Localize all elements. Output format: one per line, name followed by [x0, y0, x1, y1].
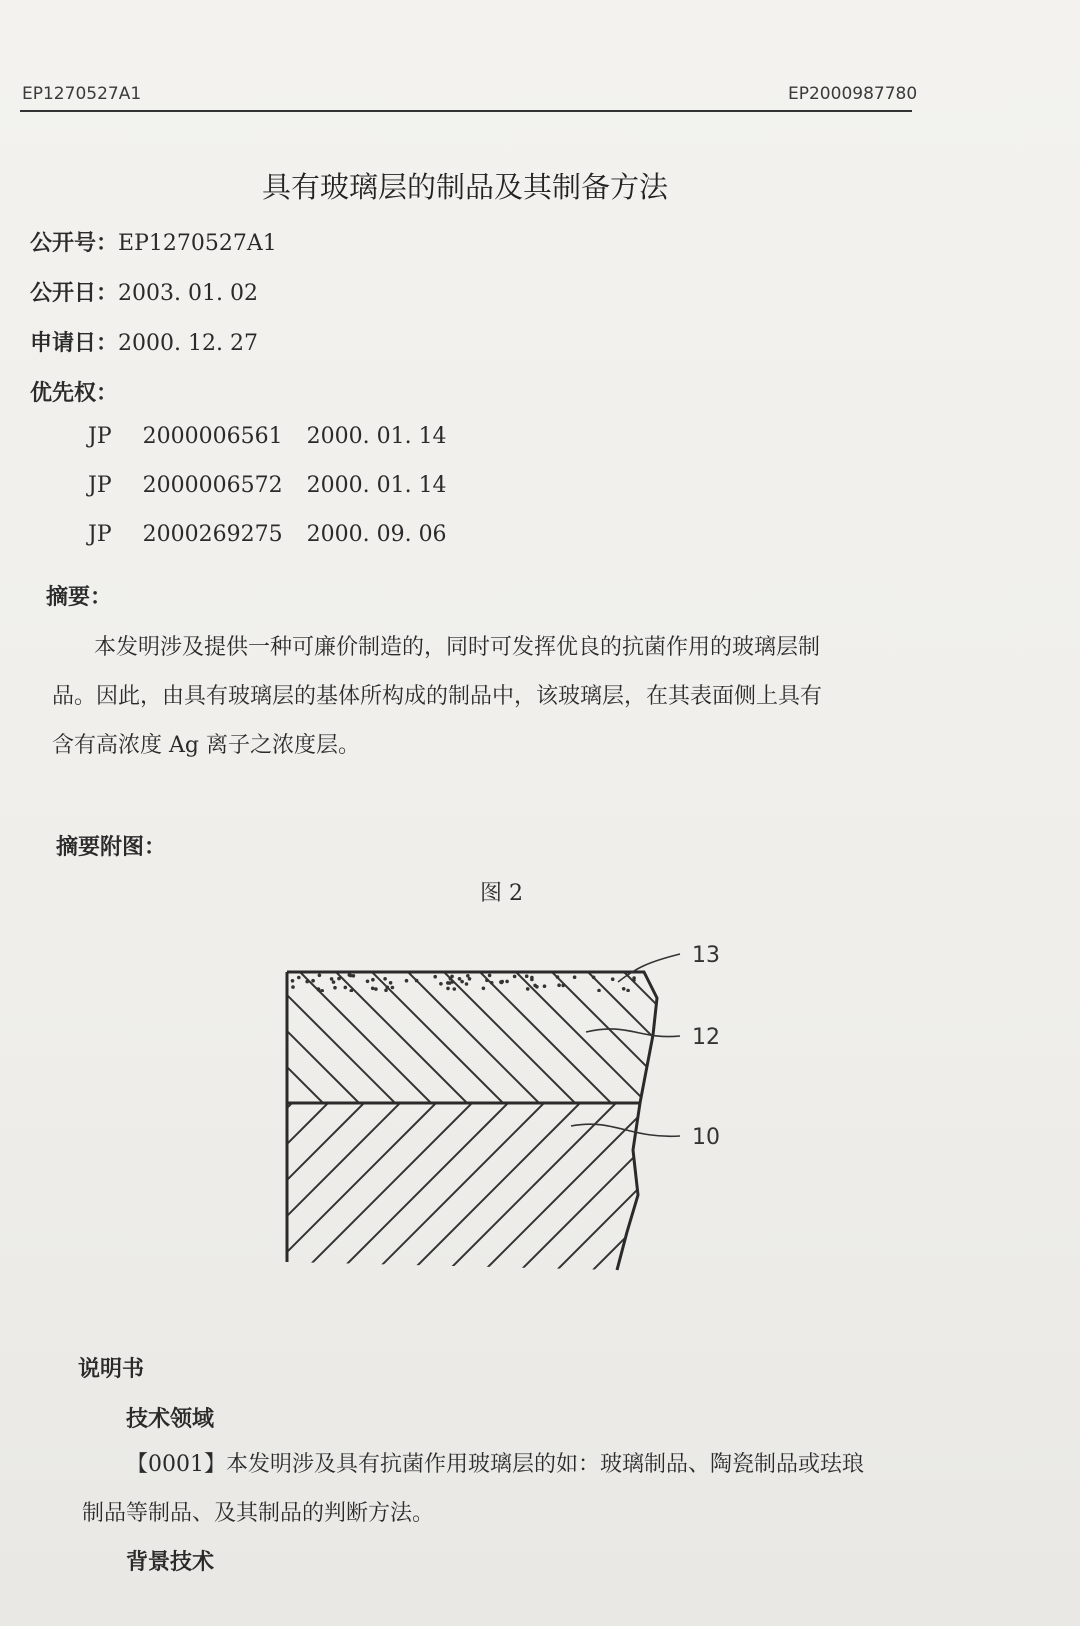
priority-number: 2000006572 — [142, 473, 283, 498]
leader-line-10 — [571, 1124, 680, 1136]
priority-label: 优先权： — [30, 380, 119, 406]
layer-13-dots — [291, 973, 636, 992]
abstract-text — [52, 623, 822, 770]
application-date-label: 申请日： — [30, 330, 119, 356]
document-title: 具有玻璃层的制品及其制备方法 — [261, 170, 668, 204]
priority-date: 2000. 09. 06 — [306, 522, 447, 547]
priority-item — [88, 473, 447, 498]
paragraph-0001 — [82, 1440, 864, 1538]
header-application-number: EP2000987780 — [788, 84, 918, 104]
header-publication-number: EP1270527A1 — [22, 84, 142, 104]
priority-number: 2000006561 — [142, 424, 283, 449]
abstract-line: 本发明涉及提供一种可廉价制造的，同时可发挥优良的抗菌作用的玻璃层制 — [94, 635, 821, 660]
priority-row — [30, 376, 118, 407]
publication-date-row — [30, 276, 258, 307]
priority-item — [88, 522, 447, 547]
priority-country: JP — [88, 522, 112, 547]
label-13: 13 — [692, 943, 720, 968]
abstract-heading: 摘要： — [46, 584, 113, 610]
figure-caption: 图 2 — [480, 881, 523, 906]
header-rule — [20, 110, 912, 112]
priority-country: JP — [88, 473, 112, 498]
paragraph-line: 制品等制品、及其制品的判断方法。 — [82, 1501, 435, 1526]
publication-number-row — [30, 226, 277, 257]
publication-number-label: 公开号： — [30, 230, 119, 256]
leader-line-12 — [586, 1029, 680, 1037]
technical-field-heading: 技术领域 — [126, 1406, 215, 1432]
abstract-line: 含有高浓度 Ag 离子之浓度层。 — [52, 733, 360, 758]
application-date-row — [30, 326, 258, 357]
priority-date: 2000. 01. 14 — [306, 473, 447, 498]
priority-number: 2000269275 — [142, 522, 283, 547]
paragraph-line: 【0001】本发明涉及具有抗菌作用玻璃层的如：玻璃制品、陶瓷制品或珐琅 — [126, 1452, 864, 1477]
label-12: 12 — [692, 1025, 720, 1050]
priority-date: 2000. 01. 14 — [306, 424, 447, 449]
publication-date-label: 公开日： — [30, 280, 119, 306]
description-heading: 说明书 — [78, 1356, 145, 1382]
figure-heading: 摘要附图： — [56, 834, 167, 860]
publication-date-value: 2003. 01. 02 — [118, 281, 258, 306]
publication-number-value: EP1270527A1 — [118, 231, 277, 256]
abstract-line: 品。因此，由具有玻璃层的基体所构成的制品中，该玻璃层，在其表面侧上具有 — [52, 684, 823, 709]
label-10: 10 — [692, 1125, 720, 1150]
layer-cross-section-diagram — [268, 940, 788, 1280]
leader-line-13 — [618, 954, 680, 982]
priority-item — [88, 424, 447, 449]
background-art-heading: 背景技术 — [126, 1549, 215, 1575]
priority-country: JP — [88, 424, 112, 449]
application-date-value: 2000. 12. 27 — [118, 331, 258, 356]
